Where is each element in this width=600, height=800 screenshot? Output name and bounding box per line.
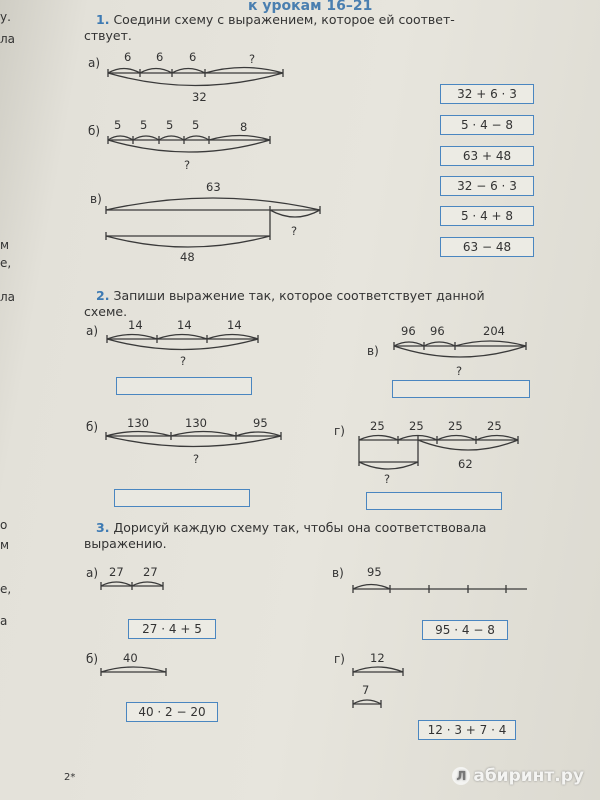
section-header: к урокам 16–21: [248, 0, 373, 14]
segment-label: 6: [124, 50, 132, 64]
expression-text: 5 · 4 − 8: [460, 118, 514, 132]
segment-label: 12: [370, 651, 385, 665]
expression-text: 32 + 6 · 3: [457, 87, 517, 101]
scheme-1b: [108, 136, 270, 153]
segment-label: 14: [177, 318, 192, 332]
task3-number: 3.: [96, 520, 110, 535]
expression-text: 63 + 48: [462, 149, 512, 163]
expression-text: 63 − 48: [462, 240, 512, 254]
total-label: 63: [206, 180, 221, 194]
task3b-label: б): [86, 652, 99, 666]
segment-label: 25: [409, 419, 424, 433]
segment-label: 27: [109, 565, 124, 579]
scheme-3v: [353, 585, 527, 594]
segment-label: 27: [143, 565, 158, 579]
segment-label: 25: [370, 419, 385, 433]
task1-number: 1.: [96, 12, 110, 27]
segment-label: 130: [127, 416, 149, 430]
task1-text-line2: ствует.: [84, 28, 132, 43]
segment-label: 204: [483, 324, 505, 338]
task3v-label: в): [332, 566, 344, 580]
total-label: 62: [458, 457, 473, 471]
scheme-3a: [101, 582, 163, 590]
task3-text-line2: выражению.: [84, 536, 167, 551]
scheme-2g: [359, 436, 518, 470]
segment-label: 95: [253, 416, 268, 430]
task2g-label: г): [334, 424, 345, 438]
total-label: ?: [193, 452, 200, 466]
margin-fragment: м: [0, 538, 10, 552]
margin-fragment: у.: [0, 10, 11, 24]
segment-label: 6: [189, 50, 197, 64]
task3g-label: г): [334, 652, 345, 666]
expression-text: 5 · 4 + 8: [460, 209, 514, 223]
segment-label: 14: [128, 318, 143, 332]
segment-label: 25: [487, 419, 502, 433]
task1b-label: б): [88, 124, 101, 138]
total-label: ?: [456, 364, 463, 378]
scheme-1v: [106, 198, 320, 247]
margin-fragment: а: [0, 614, 8, 628]
segment-label: 96: [430, 324, 445, 338]
task2a-label: а): [86, 324, 99, 338]
task2-text-line1: Запиши выражение так, которое соответствует данной: [113, 288, 485, 303]
labirint-logo-text: абиринт.ру: [473, 766, 584, 786]
segment-label: 8: [240, 120, 248, 134]
scheme-2v: [394, 341, 526, 357]
segment-label: 5: [140, 118, 148, 132]
scheme-2b: [106, 432, 281, 447]
scheme-2a: [107, 335, 258, 350]
segment-label: 130: [185, 416, 207, 430]
task3a-label: а): [86, 566, 99, 580]
total-label: ?: [180, 354, 187, 368]
margin-fragment: ла: [0, 32, 16, 46]
segment-label: 6: [156, 50, 164, 64]
page-number: 2*: [64, 772, 76, 783]
expression-text: 40 · 2 − 20: [138, 705, 206, 719]
scheme-3b: [101, 667, 166, 676]
margin-fragment: ла: [0, 290, 16, 304]
total-label: ?: [184, 158, 191, 172]
expression-text: 27 · 4 + 5: [142, 622, 202, 636]
margin-fragment: е,: [0, 256, 12, 270]
task2v-label: в): [367, 344, 379, 358]
task1-text-line1: Соедини схему с выражением, которое ей соответ-: [113, 12, 455, 27]
margin-fragment: о: [0, 518, 8, 532]
labirint-logo-icon: Л: [452, 767, 470, 785]
segment-label: 40: [123, 651, 138, 665]
expression-text: 32 − 6 · 3: [457, 179, 517, 193]
scheme-1a: [108, 68, 283, 86]
segment-label: 5: [166, 118, 174, 132]
segment-label: 5: [114, 118, 122, 132]
segment-label: 7: [362, 683, 370, 697]
margin-fragment: е,: [0, 582, 12, 596]
task2b-label: б): [86, 420, 99, 434]
task1a-label: а): [88, 56, 101, 70]
unknown-label: ?: [384, 472, 391, 486]
task2-text-line2: схеме.: [84, 304, 128, 319]
expression-text: 12 · 3 + 7 · 4: [427, 723, 507, 737]
task3-text-line1: Дорисуй каждую схему так, чтобы она соответствовала: [113, 520, 487, 535]
total-label: 48: [180, 250, 195, 264]
unknown-label: ?: [291, 224, 298, 238]
task2-number: 2.: [96, 288, 110, 303]
segment-label: 96: [401, 324, 416, 338]
margin-fragment: м: [0, 238, 10, 252]
segment-label: 95: [367, 565, 382, 579]
segment-label: ?: [249, 52, 256, 66]
segment-label: 5: [192, 118, 200, 132]
scheme-3g: [353, 667, 403, 708]
segment-label: 14: [227, 318, 242, 332]
segment-label: 25: [448, 419, 463, 433]
expression-text: 95 · 4 − 8: [435, 623, 495, 637]
total-label: 32: [192, 90, 207, 104]
task1v-label: в): [90, 192, 102, 206]
